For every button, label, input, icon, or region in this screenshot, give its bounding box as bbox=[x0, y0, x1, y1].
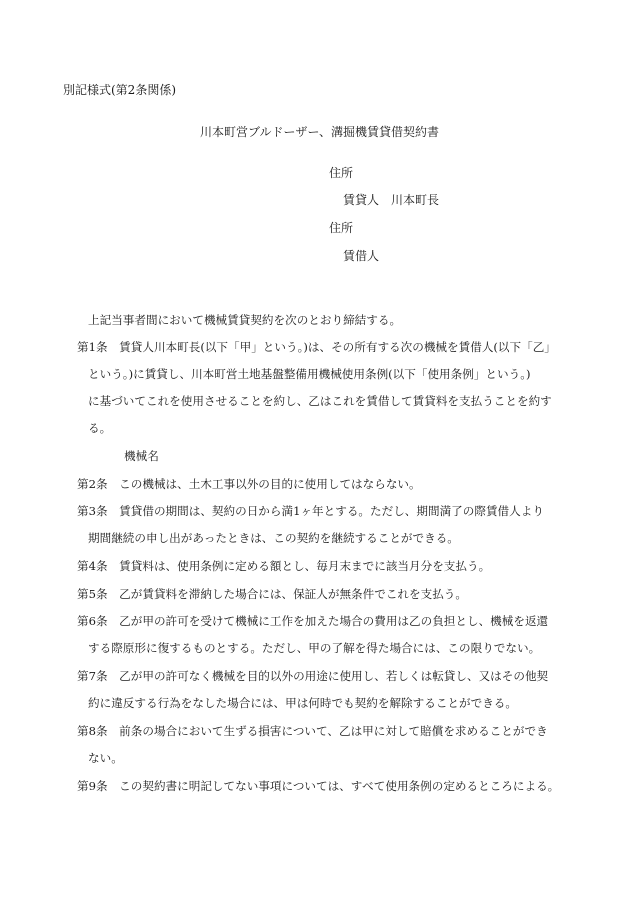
article1-line1: 第1条 賃貸人川本町長(以下「甲」という。)は、その所有する次の機械を賃借人(以下「乙」 bbox=[77, 340, 556, 354]
machine-name-label: 機械名 bbox=[124, 449, 159, 463]
article5: 第5条 乙が賃貸料を滞納した場合には、保証人が無条件でこれを支払う。 bbox=[77, 587, 467, 601]
article8-line1: 第8条 前条の場合において生ずる損害について、乙は甲に対して賠償を求めることができ bbox=[77, 724, 548, 738]
preamble: 上記当事者間において機械賃貸契約を次のとおり締結する。 bbox=[88, 313, 402, 327]
lessor-address-label: 住所 bbox=[329, 166, 354, 180]
article6-line1: 第6条 乙が甲の許可を受けて機械に工作を加えた場合の費用は乙の負担とし、機械を返還 bbox=[77, 614, 549, 628]
article8-line2: ない。 bbox=[88, 751, 123, 765]
article7-line1: 第7条 乙が甲の許可なく機械を目的以外の用途に使用し、若しくは転貸し、又はその他契 bbox=[77, 669, 549, 683]
article4: 第4条 賃貸料は、使用条例に定める額とし、毎月末までに該当月分を支払う。 bbox=[77, 559, 491, 573]
article1-line4: る。 bbox=[88, 421, 112, 435]
article9: 第9条 この契約書に明記してない事項については、すべて使用条例の定めるところによる。 bbox=[77, 779, 560, 793]
form-label: 別記様式(第2条関係) bbox=[63, 83, 176, 97]
article1-line2: という。)に賃貸し、川本町営土地基盤整備用機械使用条例(以下「使用条例」という。) bbox=[88, 367, 531, 381]
article1-line3: に基づいてこれを使用させることを約し、乙はこれを賃借して賃貸料を支払うことを約す bbox=[88, 394, 552, 408]
lessor-name: 賃貸人 川本町長 bbox=[343, 193, 440, 207]
article7-line2: 約に違反する行為をなした場合には、甲は何時でも契約を解除することができる。 bbox=[88, 696, 517, 710]
article6-line2: する際原形に復するものとする。ただし、甲の了解を得た場合には、この限りでない。 bbox=[88, 641, 541, 655]
lessee-address-label: 住所 bbox=[329, 221, 354, 235]
article3-line2: 期間継続の申し出があったときは、この契約を継続することができる。 bbox=[88, 531, 459, 545]
article3-line1: 第3条 賃貸借の期間は、契約の日から満1ヶ年とする。ただし、期間満了の際賃借人より bbox=[77, 504, 544, 518]
lessee-name: 賃借人 bbox=[343, 249, 380, 263]
document-title: 川本町営ブルドーザー、溝掘機賃貸借契約書 bbox=[200, 125, 440, 139]
article2: 第2条 この機械は、土木工事以外の目的に使用してはならない。 bbox=[77, 477, 421, 491]
